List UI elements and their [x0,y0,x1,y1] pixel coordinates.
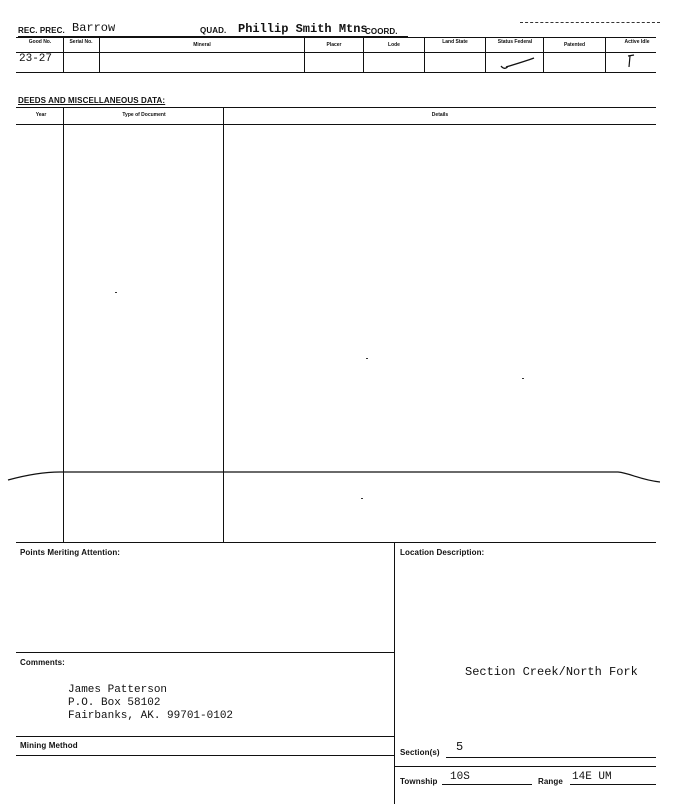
col-status-federal: Status Federal [497,39,533,45]
township-value: 10S [450,771,470,783]
coord-label: COORD. [365,27,398,36]
speck [115,292,117,293]
points-label: Points Meriting Attention: [20,548,121,557]
deeds-top-line [16,107,656,108]
points-bottom-line [16,652,394,653]
township-label: Township [400,777,438,786]
range-line [570,784,656,785]
claim-table-top [16,37,656,38]
comments-line-2: P.O. Box 58102 [68,697,161,709]
col-good-no: Good No. [28,39,52,45]
location-value: Section Creek/North Fork [465,665,638,679]
comments-text [68,684,233,723]
mining-method-label: Mining Method [20,741,78,750]
fold-line [0,460,678,490]
rec-prec-label: REC. PREC. [18,26,65,35]
sections-value: 5 [456,740,464,754]
location-label: Location Description: [400,548,485,557]
deeds-col-details: Details [431,112,449,118]
comments-line-3: Fairbanks, AK. 99701-0102 [68,710,234,722]
township-line [442,784,532,785]
location-bottom-line [394,766,656,767]
comments-line-1: James Patterson [68,684,168,696]
comments-label: Comments: [20,658,65,667]
claim-table-bottom [16,72,656,73]
mining-method-line [16,755,394,756]
deeds-col-year: Year [35,112,47,118]
deeds-header-line [16,124,656,125]
col-active-idle: Active Idle [624,39,650,45]
deeds-title: DEEDS AND MISCELLANEOUS DATA: [18,96,166,105]
check-mark-icon [498,55,538,71]
speck [361,498,363,499]
speck [366,358,368,359]
speck [522,378,524,379]
col-lode: Lode [388,42,400,48]
claim-table-header-bottom [16,52,656,53]
range-value: 14E UM [572,771,612,783]
lower-top-line [16,542,656,543]
lower-center-divider [394,542,395,804]
range-label: Range [538,777,563,786]
coord-line [520,22,660,23]
col-land-state: Land State [442,39,468,45]
quad-value: Phillip Smith Mtns [238,22,368,36]
col-mineral: Mineral [193,42,211,48]
rec-prec-value: Barrow [72,21,116,35]
sections-label: Section(s) [400,748,440,757]
sections-line [446,757,656,758]
comments-bottom-line [16,736,394,737]
deeds-col-type: Type of Document [122,112,166,118]
good-no-value: 23-27 [19,53,53,65]
quad-label: QUAD. [200,26,227,35]
col-serial-no: Serial No. [69,39,93,45]
col-placer: Placer [326,42,342,48]
col-patented: Patented [563,42,586,48]
active-mark-icon [622,53,642,71]
